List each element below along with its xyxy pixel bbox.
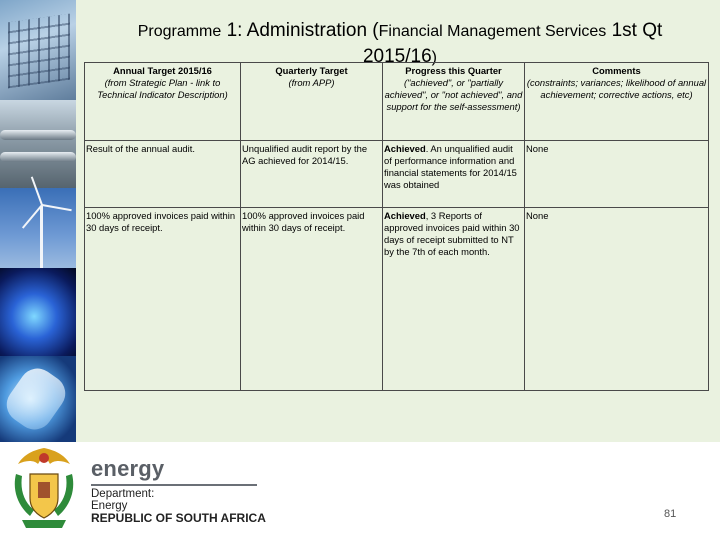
department-name: Energy [91,500,128,512]
header-quarterly-target-note: (from APP) [288,77,335,88]
header-progress [383,63,525,141]
cell-quarterly: Unqualified audit report by the AG achieved for 2014/15. [241,141,383,208]
side-image-strip [0,0,76,442]
title-main: : Administration ( [237,20,379,41]
header-comments-title: Comments [592,65,641,76]
progress-text: , 3 Reports of approved invoices paid within 30 days of receipt submitted to NT by the 7th of each month. [384,210,520,257]
table-row [85,141,709,208]
page-number: 81 [664,508,677,520]
title-quarter: 1st Qt [611,20,663,41]
cell-annual: 100% approved invoices paid within 30 days of receipt. [85,208,241,391]
title-close: ) [431,49,437,66]
title-number: 1 [226,20,238,41]
header-comments-note: (constraints; variances; likelihood of annual achievement; corrective actions, etc) [526,77,707,100]
solar-panel-image [0,0,76,100]
turbine-pole [40,206,43,268]
cell-comments: None [525,208,709,391]
header-progress-title: Progress this Quarter [405,65,502,76]
cell-quarterly: 100% approved invoices paid within 30 days of receipt. [241,208,383,391]
coat-of-arms-icon [8,444,80,532]
header-annual-target-note: (from Strategic Plan - link to Technical Indicator Description) [97,77,228,100]
gas-flame-image [0,268,76,356]
cell-comments: None [525,141,709,208]
header-quarterly-target-title: Quarterly Target [275,65,348,76]
department-label: Department: [91,488,155,500]
brand-logo-text: energy [91,456,165,481]
brand-divider [91,484,257,486]
cell-annual: Result of the annual audit. [85,141,241,208]
progress-status: Achieved [384,210,426,221]
header-progress-note: ("achieved", or "partially achieved", or "not achieved", and support for the self-assessment) [384,77,523,112]
cell-progress [383,141,525,208]
progress-text: . An unqualified audit of performance information and financial statements for 2014/15 was obtained [384,143,517,190]
title-year: 2015/16 [362,46,432,67]
wind-turbine-image [0,188,76,268]
progress-status: Achieved [384,143,426,154]
pipeline-image [0,100,76,188]
cell-progress [383,208,525,391]
title-sub: Financial Management Services [378,23,607,40]
table-header-row [85,63,709,141]
header-annual-target [85,63,241,141]
header-annual-target-title: Annual Target 2015/16 [113,65,212,76]
header-quarterly-target [241,63,383,141]
table-row [85,208,709,391]
country-name: REPUBLIC OF SOUTH AFRICA [91,511,266,525]
performance-table [84,62,709,391]
department-block [91,488,266,524]
header-comments [525,63,709,141]
title-prefix: Programme [137,23,222,40]
